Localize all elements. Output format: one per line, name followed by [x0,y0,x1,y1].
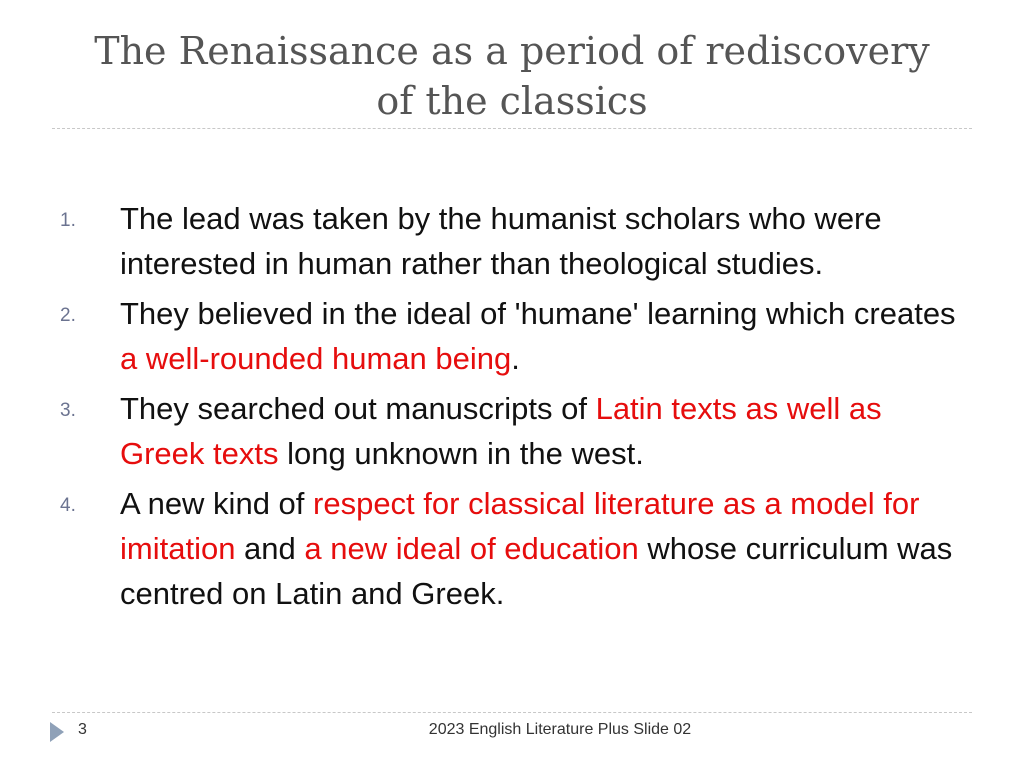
list-item-number: 4. [60,495,76,516]
list-item-text: The lead was taken by the humanist scholars who were interested in human rather than theological studies. [120,201,882,281]
footer-caption: 2023 English Literature Plus Slide 02 [428,721,692,738]
slide-title-line-2: of the classics [376,79,648,123]
triangle-right-icon [50,722,64,742]
highlighted-phrase: a well-rounded human being [120,341,512,376]
list-item-text: They searched out manuscripts of [120,391,596,426]
highlighted-phrase: respect for classical literature as a model for imitation [120,486,920,566]
slide-title [52,26,972,126]
highlighted-phrase: a new ideal of education [304,531,639,566]
list-item-text: . [511,341,520,376]
list-item-text: They believed in the ideal of 'humane' learning which creates [120,296,956,331]
list-item-text: A new kind of [120,486,314,521]
list-item-number: 1. [60,210,76,231]
title-divider [52,128,972,129]
highlighted-phrase: Latin texts as well as Greek texts [120,391,882,471]
list-item-number: 3. [60,400,76,421]
list-item-4 [0,481,1024,616]
list-item-3 [0,386,1024,476]
list-item-1 [0,196,1024,286]
list-item-text: and [235,531,305,566]
list-item-number: 2. [60,305,76,326]
list-item-text: long unknown in the west. [278,436,644,471]
page-number: 3 [78,721,87,738]
bullet-list [0,196,1024,621]
list-item-text: whose curriculum was centred on Latin and Greek. [120,531,953,611]
footer-divider [52,712,972,713]
slide-title-line-1: The Renaissance as a period of rediscovery [94,29,930,73]
list-item-2 [0,291,1024,381]
